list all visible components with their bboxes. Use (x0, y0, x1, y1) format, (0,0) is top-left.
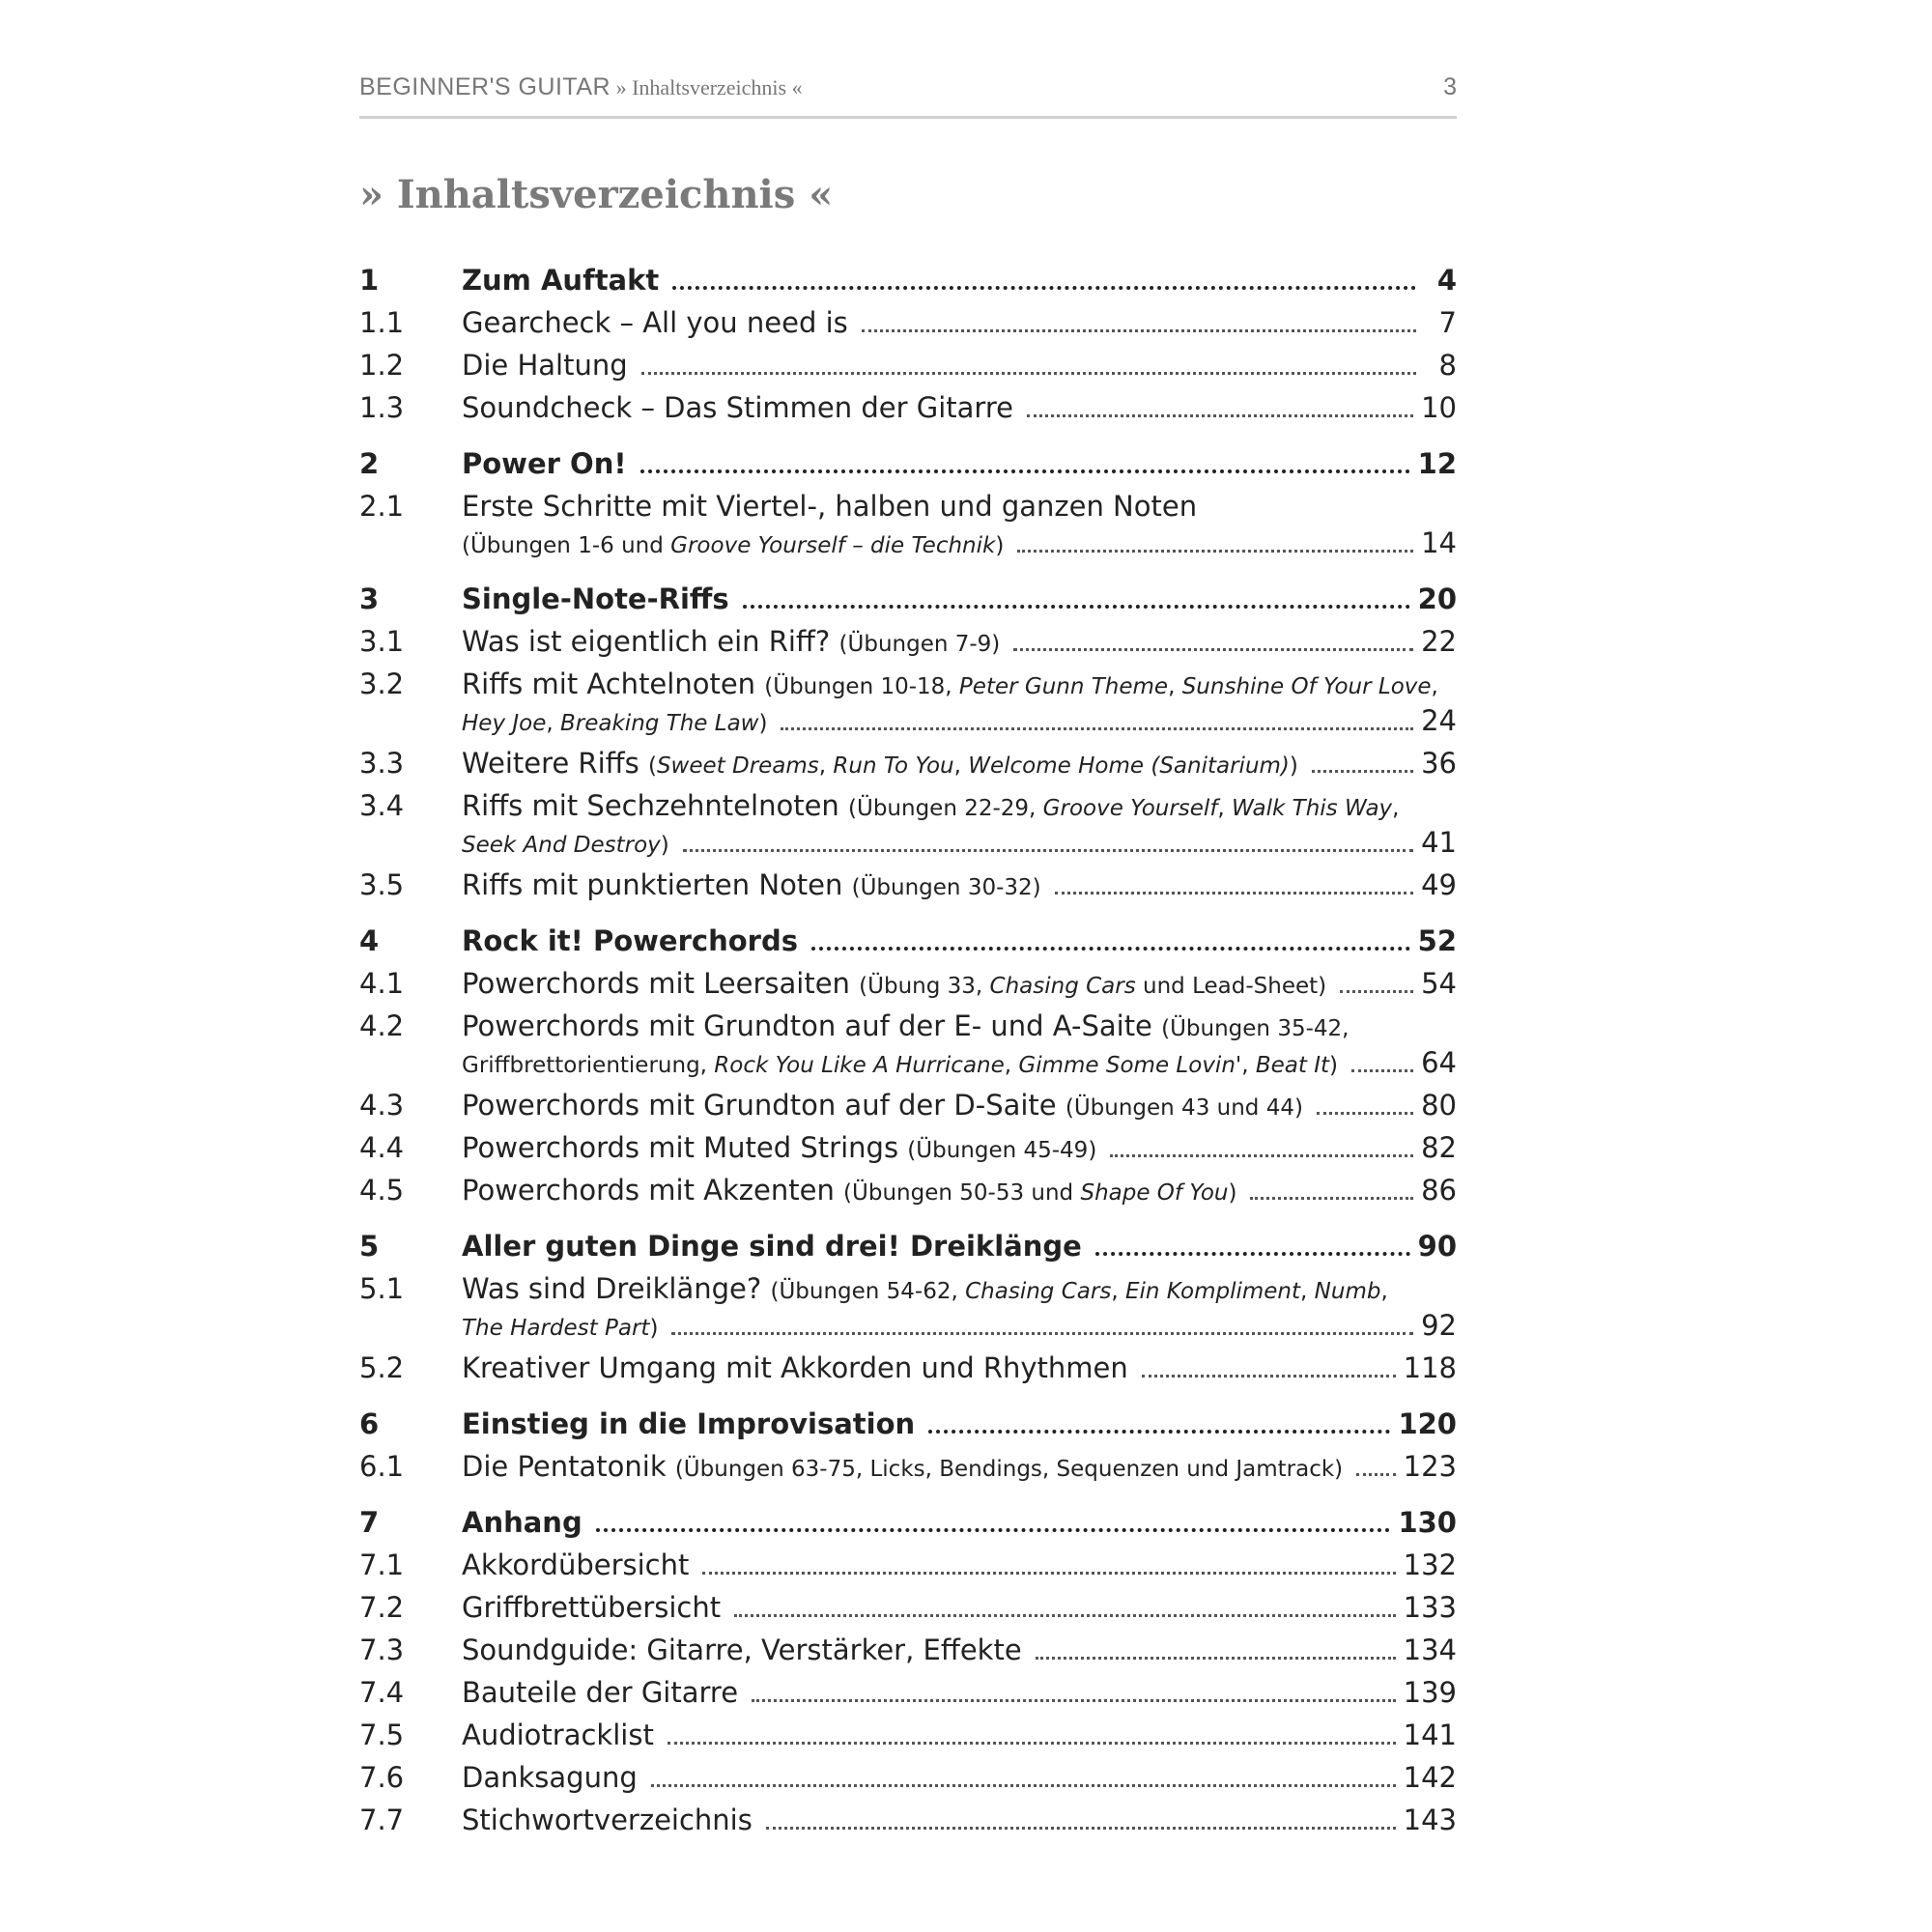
toc-title (462, 625, 1000, 658)
dot-leader (1250, 1169, 1413, 1211)
toc-line (462, 962, 1457, 1005)
toc-title-part: Numb (1314, 1279, 1381, 1304)
toc-title-part: , (1168, 674, 1182, 699)
toc-title-part: , (1380, 1279, 1388, 1304)
toc-title-part: Power On! (462, 447, 627, 480)
toc-page-number: 7 (1438, 306, 1457, 339)
running-header (359, 58, 1457, 119)
toc-title-part: ) (649, 1316, 659, 1341)
page-title: » Inhaltsverzeichnis « (359, 172, 834, 217)
toc-title-part: Single-Note-Riffs (462, 582, 729, 615)
toc-chapter-row (359, 442, 1457, 485)
toc-number: 4 (359, 924, 380, 957)
toc-page-number: 80 (1421, 1089, 1457, 1122)
toc-title (462, 349, 628, 382)
dot-leader (702, 1544, 1395, 1586)
toc-title-part: Shape Of You (1080, 1180, 1229, 1206)
toc-title-part: (Übungen 63-75, Licks, Bendings, Sequenzen und Jamtrack) (674, 1457, 1344, 1482)
toc-page-number: 82 (1421, 1131, 1457, 1164)
toc-entry-row (359, 1756, 1457, 1799)
toc-title-part: Was ist eigentlich ein Riff? (462, 625, 839, 658)
toc-number: 4.4 (359, 1131, 405, 1164)
toc-number: 7.2 (359, 1591, 405, 1624)
toc-line (462, 1756, 1457, 1799)
toc-page-number: 134 (1403, 1634, 1457, 1666)
toc-title (462, 1089, 1303, 1122)
toc-line (462, 1347, 1457, 1389)
dot-leader (683, 821, 1413, 864)
toc-title-part: Erste Schritte mit Viertel-, halben und ganzen Noten (462, 490, 1198, 523)
toc-number: 7.3 (359, 1634, 405, 1666)
toc-title-part: Groove Yourself – die Technik (670, 533, 996, 558)
toc-line (462, 821, 1457, 864)
toc-line (462, 301, 1457, 344)
dot-leader (1356, 1445, 1395, 1488)
toc-line (462, 1586, 1457, 1629)
toc-page-number: 90 (1417, 1230, 1457, 1263)
toc-title-part: , (546, 711, 560, 736)
dot-leader (928, 1403, 1390, 1445)
toc-title-part: Kreativer Umgang mit Akkorden und Rhythmen (462, 1351, 1128, 1384)
toc-chapter-row (359, 1225, 1457, 1267)
toc-title-part: Sweet Dreams (656, 753, 819, 779)
toc-title-part: , (1111, 1279, 1125, 1304)
toc-entry-row (359, 699, 1457, 742)
toc-title (462, 668, 1438, 700)
toc-entry-row (359, 1629, 1457, 1671)
toc-title-part: (Übungen 35-42, (1161, 1016, 1350, 1041)
toc-entry-row (359, 1799, 1457, 1841)
dot-leader (1340, 962, 1413, 1005)
toc-number: 4.2 (359, 1009, 405, 1042)
toc-title (462, 1719, 654, 1751)
toc-entry-row (359, 1445, 1457, 1488)
toc-title-part: ) (1289, 753, 1298, 779)
toc-title-part: Die Pentatonik (462, 1450, 675, 1483)
toc-number: 7.7 (359, 1804, 405, 1836)
toc-title-part: Akkordübersicht (462, 1548, 690, 1581)
toc-chapter-row (359, 1403, 1457, 1445)
toc-entry-row (359, 522, 1457, 564)
toc-entry-row (359, 821, 1457, 864)
toc-title-part: Powerchords mit Akzenten (462, 1174, 844, 1207)
toc-entry-row (359, 1671, 1457, 1714)
toc-line (462, 259, 1457, 301)
toc-title-part: Beat It (1255, 1053, 1329, 1078)
toc-line (462, 864, 1457, 906)
toc-page-number: 143 (1403, 1804, 1457, 1836)
dot-leader (596, 1501, 1391, 1544)
toc-number: 5.2 (359, 1351, 405, 1384)
toc-line (462, 620, 1457, 663)
toc-number: 5.1 (359, 1272, 405, 1305)
toc-title (462, 306, 848, 339)
toc-title-part: ) (660, 833, 669, 858)
toc-number: 3.4 (359, 789, 405, 822)
toc-entry-row (359, 1544, 1457, 1586)
dot-leader (1095, 1225, 1410, 1267)
toc-title-part: Peter Gunn Theme (958, 674, 1169, 699)
toc-title (462, 1450, 1343, 1483)
toc-title (462, 1351, 1128, 1384)
toc-title (462, 1407, 915, 1440)
toc-title-part: (Übungen 22-29, (848, 796, 1043, 821)
toc-chapter-row (359, 578, 1457, 620)
toc-line (462, 1403, 1457, 1445)
toc-entry-row (359, 1586, 1457, 1629)
dot-leader (1142, 1347, 1396, 1389)
toc-page-number: 22 (1421, 625, 1457, 658)
dot-leader (668, 1714, 1396, 1756)
toc-page-number: 141 (1403, 1719, 1457, 1751)
toc-title-part: ) (1329, 1053, 1338, 1078)
toc-title-part: (Übungen 45-49) (907, 1138, 1097, 1163)
toc-title-part: , (818, 753, 834, 779)
toc-page-number: 118 (1403, 1351, 1457, 1384)
toc-line (462, 1225, 1457, 1267)
toc-entry-row (359, 1084, 1457, 1126)
toc-title-part: (Übung 33, (859, 974, 990, 999)
toc-number: 7 (359, 1506, 380, 1539)
toc-line (462, 742, 1457, 784)
toc-line (462, 920, 1457, 962)
toc-title (462, 747, 1298, 780)
toc-line (462, 1445, 1457, 1488)
toc-title-part: Powerchords mit Grundton auf der D-Saite (462, 1089, 1065, 1122)
toc-title (462, 826, 669, 859)
toc-line (462, 1084, 1457, 1126)
toc-title-part: (Übungen 50-53 und (843, 1180, 1081, 1206)
toc-entry-row (359, 1347, 1457, 1389)
toc-entry-row (359, 386, 1457, 429)
dot-leader (1317, 1084, 1413, 1126)
toc-title-part: ( (647, 753, 657, 779)
brand-name: BEGINNER'S GUITAR (359, 73, 611, 100)
toc-title-part: Hey Joe (462, 711, 547, 736)
toc-title-part: Chasing Cars (989, 974, 1136, 999)
dot-leader (1013, 620, 1413, 663)
toc-title (462, 447, 627, 480)
toc-number: 3.2 (359, 668, 405, 700)
toc-title (462, 1548, 689, 1581)
toc-title-part: Weitere Riffs (462, 747, 648, 780)
toc-number: 5 (359, 1230, 380, 1263)
toc-title (462, 967, 1326, 1000)
toc-page-number: 86 (1421, 1174, 1457, 1207)
toc-line (462, 1799, 1457, 1841)
toc-title (462, 1131, 1096, 1164)
toc-page-number: 120 (1398, 1407, 1457, 1440)
toc-page-number: 132 (1403, 1548, 1457, 1581)
toc-entry-row (359, 1169, 1457, 1211)
toc-entry-row (359, 1304, 1457, 1347)
dot-leader (651, 1756, 1396, 1799)
toc-page-number: 14 (1421, 526, 1457, 559)
toc-title (462, 1634, 1022, 1666)
toc-chapter-row (359, 259, 1457, 301)
toc-number: 1.1 (359, 306, 405, 339)
dot-leader (640, 442, 1410, 485)
toc-entry-row (359, 1041, 1457, 1084)
toc-title-part: The Hardest Part (462, 1316, 650, 1341)
toc-number: 1 (359, 264, 380, 297)
toc-page-number: 133 (1403, 1591, 1457, 1624)
dot-leader (752, 1671, 1396, 1714)
toc-page-number: 24 (1421, 704, 1457, 737)
toc-title-part: Riffs mit Sechzehntelnoten (462, 789, 849, 822)
toc-title (462, 526, 1004, 559)
toc-title-part: Bauteile der Gitarre (462, 1676, 739, 1709)
toc-title-part: Powerchords mit Muted Strings (462, 1131, 908, 1164)
toc-title-part: Danksagung (462, 1761, 638, 1794)
toc-title-part: ) (758, 711, 768, 736)
toc-number: 2 (359, 447, 380, 480)
toc-line (462, 578, 1457, 620)
toc-line (462, 344, 1457, 386)
toc-title-part: Die Haltung (462, 349, 628, 382)
toc-number: 1.2 (359, 349, 405, 382)
toc-chapter-row (359, 1501, 1457, 1544)
toc-title-part: Rock it! Powerchords (462, 924, 798, 957)
toc-chapter-row (359, 920, 1457, 962)
toc-title-part: Run To You (833, 753, 954, 779)
toc-page-number: 49 (1421, 868, 1457, 901)
toc-number: 4.3 (359, 1089, 405, 1122)
dot-leader (1312, 742, 1413, 784)
toc-number: 7.5 (359, 1719, 405, 1751)
toc-title-part: , (1217, 796, 1233, 821)
toc-entry-row (359, 301, 1457, 344)
toc-number: 6.1 (359, 1450, 405, 1483)
toc-page-number: 10 (1421, 391, 1457, 424)
toc-title-part: Gimme Some Lovin' (1018, 1053, 1242, 1078)
dot-leader (1017, 522, 1413, 564)
toc-title-part: (Übungen 7-9) (838, 632, 1001, 657)
toc-title-part: Seek And Destroy (462, 833, 661, 858)
toc-title-part: Ein Kompliment (1124, 1279, 1301, 1304)
toc-page-number: 8 (1438, 349, 1457, 382)
dot-leader (672, 259, 1416, 301)
toc-line (462, 522, 1457, 564)
toc-line (462, 1304, 1457, 1347)
toc-number: 7.6 (359, 1761, 405, 1794)
toc-title-part: (Übungen 10-18, (764, 674, 959, 699)
toc-title-part: Rock You Like A Hurricane (714, 1053, 1005, 1078)
toc-number: 4.1 (359, 967, 405, 1000)
dot-leader (671, 1304, 1413, 1347)
toc-title-part: Riffs mit Achtelnoten (462, 668, 765, 700)
dot-leader (743, 578, 1410, 620)
toc-title (462, 789, 1399, 822)
toc-title (462, 1009, 1349, 1042)
toc-title-part: Soundguide: Gitarre, Verstärker, Effekte (462, 1634, 1022, 1666)
toc-title-part: Stichwortverzeichnis (462, 1804, 753, 1836)
toc-number: 1.3 (359, 391, 405, 424)
toc-title-part: (Übungen 54-62, (770, 1279, 966, 1304)
toc-title-part: ) (1228, 1180, 1237, 1206)
toc-page-number: 41 (1421, 826, 1457, 859)
toc-title (462, 490, 1197, 523)
toc-page-number: 54 (1421, 967, 1457, 1000)
dot-leader (1027, 386, 1413, 429)
toc-number: 3.5 (359, 868, 405, 901)
toc-title-part: Zum Auftakt (462, 264, 660, 297)
dot-leader (781, 699, 1413, 742)
toc-title-part: Chasing Cars (965, 1279, 1112, 1304)
toc-title-part: Powerchords mit Grundton auf der E- und A-Saite (462, 1009, 1162, 1042)
toc-title-part: Griffbrettorientierung, (462, 1053, 715, 1078)
toc-title-part: ) (995, 533, 1005, 558)
toc-entry-row (359, 1714, 1457, 1756)
toc-entry-row (359, 742, 1457, 784)
toc-title-part: und Lead-Sheet) (1135, 974, 1327, 999)
toc-title-part: , (1004, 1053, 1019, 1078)
dot-leader (862, 301, 1416, 344)
toc-entry-row (359, 962, 1457, 1005)
toc-number: 7.1 (359, 1548, 405, 1581)
toc-title-part: Anhang (462, 1506, 582, 1539)
toc-title-part: , (1241, 1053, 1256, 1078)
page-number: 3 (1443, 73, 1457, 100)
toc-title-part: , (1300, 1279, 1315, 1304)
toc-entry-row (359, 1126, 1457, 1169)
toc-title (462, 1676, 738, 1709)
toc-title-part: Griffbrettübersicht (462, 1591, 722, 1624)
toc-number: 3.1 (359, 625, 405, 658)
toc-title (462, 264, 659, 297)
toc-page-number: 52 (1417, 924, 1457, 957)
toc-title-part: , (1392, 796, 1400, 821)
toc-entry-row (359, 620, 1457, 663)
toc-line (462, 1671, 1457, 1714)
dot-leader (1036, 1629, 1396, 1671)
toc-title-part: , (1431, 674, 1438, 699)
toc-line (462, 442, 1457, 485)
toc-title-part: Gearcheck – All you need is (462, 306, 848, 339)
toc-title (462, 1230, 1082, 1263)
toc-title-part: , (953, 753, 969, 779)
toc-line (462, 1714, 1457, 1756)
dot-leader (641, 344, 1416, 386)
dot-leader (1351, 1041, 1413, 1084)
toc-number: 2.1 (359, 490, 405, 523)
dot-leader (811, 920, 1410, 962)
toc-page-number: 12 (1417, 447, 1457, 480)
dot-leader (1110, 1126, 1413, 1169)
toc-title-part: Einstieg in die Improvisation (462, 1407, 916, 1440)
toc-page (359, 58, 1457, 1836)
toc-title-part: Soundcheck – Das Stimmen der Gitarre (462, 391, 1013, 424)
toc-title-part: (Übungen 43 und 44) (1065, 1095, 1303, 1121)
toc-page-number: 20 (1417, 582, 1457, 615)
toc-page-number: 36 (1421, 747, 1457, 780)
toc-line (462, 1501, 1457, 1544)
toc-entry-row (359, 344, 1457, 386)
toc-title (462, 391, 1013, 424)
dot-leader (1055, 864, 1413, 906)
toc-title (462, 1506, 582, 1539)
toc-title-part: (Übungen 30-32) (851, 875, 1041, 900)
toc-title-part: Welcome Home (Sanitarium) (968, 753, 1290, 779)
toc-line (462, 1041, 1457, 1084)
toc-title (462, 582, 729, 615)
toc-title-part: Audiotracklist (462, 1719, 654, 1751)
toc-line (462, 1169, 1457, 1211)
toc-title (462, 1591, 721, 1624)
toc-title (462, 1309, 658, 1342)
toc-title-part: Powerchords mit Leersaiten (462, 967, 860, 1000)
toc-page-number: 4 (1436, 264, 1457, 297)
toc-title (462, 868, 1041, 901)
toc-line (462, 1126, 1457, 1169)
toc-line (462, 1544, 1457, 1586)
toc-title (462, 924, 798, 957)
toc-page-number: 64 (1421, 1046, 1457, 1079)
toc-page-number: 139 (1403, 1676, 1457, 1709)
toc-title (462, 1272, 1388, 1305)
toc-page-number: 123 (1403, 1450, 1457, 1483)
toc-title (462, 1174, 1236, 1207)
header-section: » Inhaltsverzeichnis « (611, 75, 803, 99)
toc-title-part: Sunshine Of Your Love (1181, 674, 1432, 699)
toc-line (462, 699, 1457, 742)
dot-leader (734, 1586, 1396, 1629)
toc-title-part: Was sind Dreiklänge? (462, 1272, 771, 1305)
toc-title-part: Aller guten Dinge sind drei! Dreiklänge (462, 1230, 1082, 1263)
toc-number: 3 (359, 582, 380, 615)
toc-title (462, 704, 767, 737)
toc-line (462, 386, 1457, 429)
toc-title (462, 1804, 753, 1836)
toc-line (462, 1629, 1457, 1671)
toc-title-part: Groove Yourself (1042, 796, 1218, 821)
toc-number: 6 (359, 1407, 380, 1440)
toc-title-part: Walk This Way (1232, 796, 1393, 821)
running-header-title (359, 73, 803, 101)
toc-title (462, 1046, 1338, 1079)
toc-page-number: 142 (1403, 1761, 1457, 1794)
toc-title-part: (Übungen 1-6 und (462, 533, 671, 558)
toc-page-number: 92 (1421, 1309, 1457, 1342)
toc-entry-row (359, 864, 1457, 906)
toc-page-number: 130 (1398, 1506, 1457, 1539)
toc-title (462, 1761, 638, 1794)
toc-number: 4.5 (359, 1174, 405, 1207)
toc-title-part: Breaking The Law (560, 711, 759, 736)
dot-leader (766, 1799, 1396, 1841)
toc-number: 7.4 (359, 1676, 405, 1709)
toc-title-part: Riffs mit punktierten Noten (462, 868, 852, 901)
toc-number: 3.3 (359, 747, 405, 780)
